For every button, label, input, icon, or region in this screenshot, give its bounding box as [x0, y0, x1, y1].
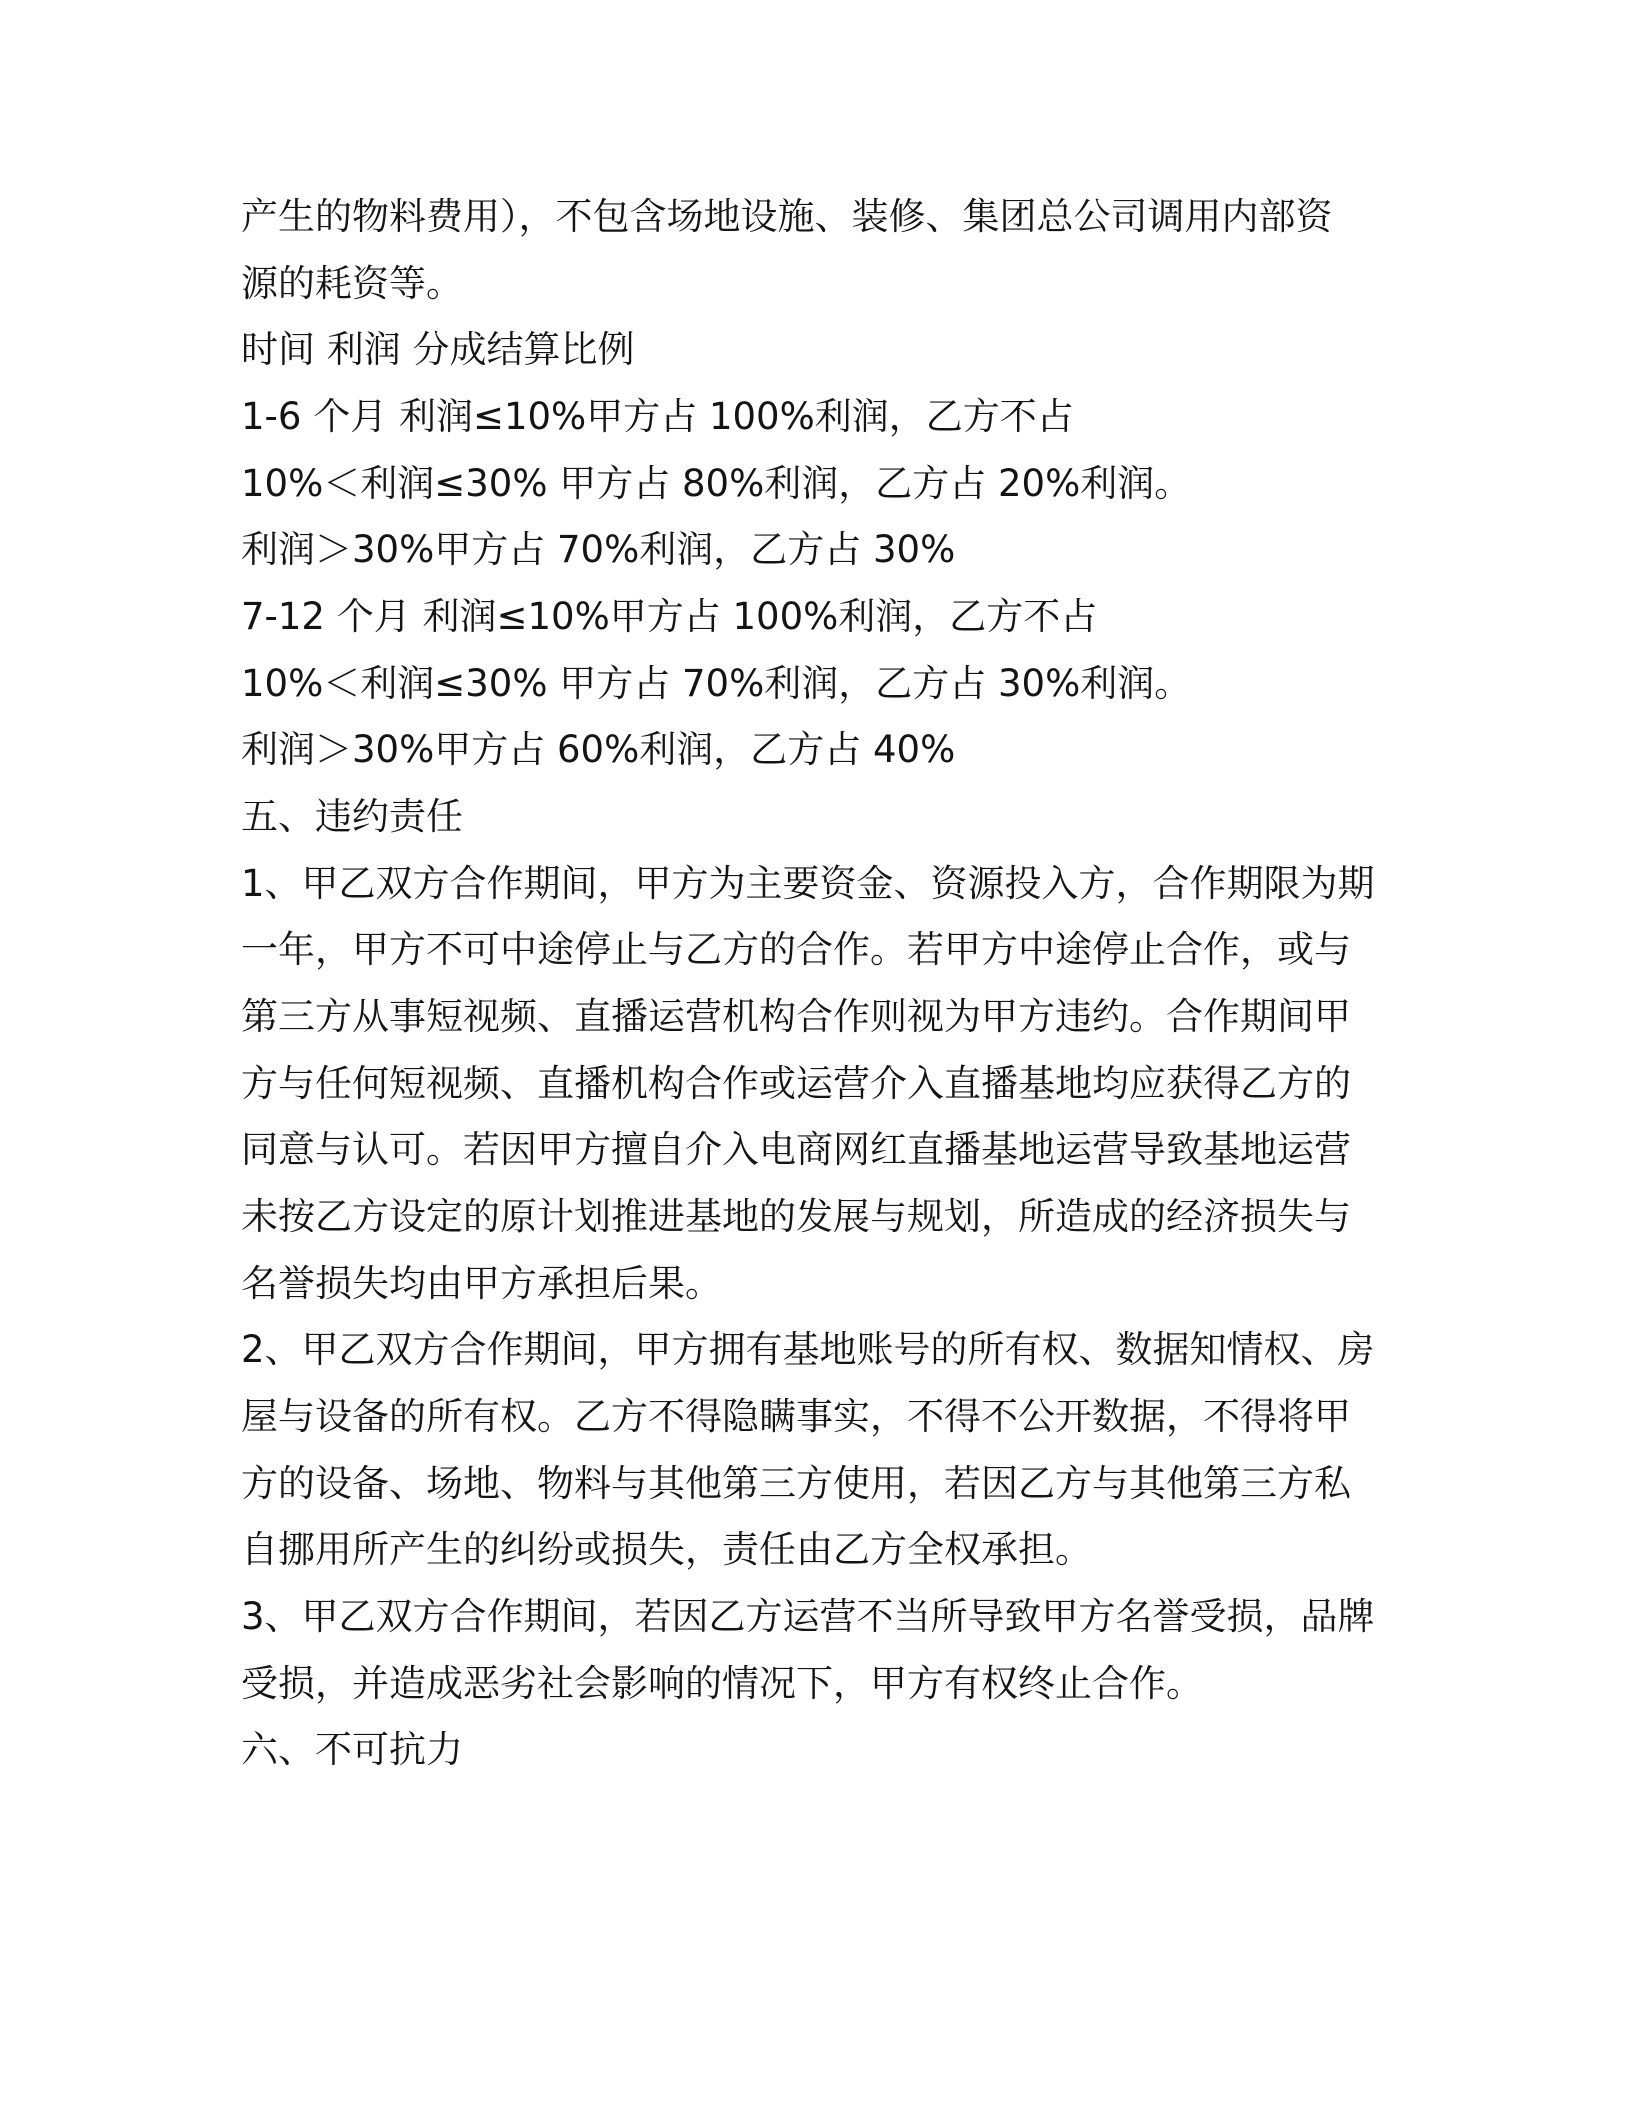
- text-line-12: 一年，甲方不可中途停止与乙方的合作。若甲方中途停止合作，或与: [241, 928, 1351, 971]
- text-line-18: 2、甲乙双方合作期间，甲方拥有基地账号的所有权、数据知情权、房: [241, 1328, 1375, 1371]
- text-line-11: 1、甲乙双方合作期间，甲方为主要资金、资源投入方，合作期限为期: [241, 862, 1375, 905]
- table-header-line: 时间 利润 分成结算比例: [241, 328, 635, 371]
- text-line-13: 第三方从事短视频、直播运营机构合作则视为甲方违约。合作期间甲: [241, 995, 1351, 1038]
- text-line-14: 方与任何短视频、直播机构合作或运营介入直播基地均应获得乙方的: [241, 1062, 1351, 1105]
- text-line-1: 产生的物料费用），不包含场地设施、装修、集团总公司调用内部资: [241, 195, 1333, 238]
- text-line-22: 3、甲乙双方合作期间，若因乙方运营不当所导致甲方名誉受损，品牌: [241, 1595, 1375, 1638]
- section-heading-breach: 五、违约责任: [241, 795, 463, 838]
- text-line-15: 同意与认可。若因甲方擅自介入电商网红直播基地运营导致基地运营: [241, 1128, 1351, 1171]
- profit-row-3: 利润＞30%甲方占 70%利润，乙方占 30%: [241, 528, 956, 571]
- section-heading-force-majeure: 六、不可抗力: [241, 1728, 463, 1771]
- text-line-20: 方的设备、场地、物料与其他第三方使用，若因乙方与其他第三方私: [241, 1462, 1351, 1505]
- profit-row-6: 利润＞30%甲方占 60%利润，乙方占 40%: [241, 728, 956, 771]
- profit-row-1: 1-6 个月 利润≤10%甲方占 100%利润，乙方不占: [241, 395, 1074, 438]
- text-line-17: 名誉损失均由甲方承担后果。: [241, 1262, 722, 1305]
- text-line-2: 源的耗资等。: [241, 262, 463, 305]
- profit-row-2: 10%＜利润≤30% 甲方占 80%利润，乙方占 20%利润。: [241, 462, 1192, 505]
- text-line-16: 未按乙方设定的原计划推进基地的发展与规划，所造成的经济损失与: [241, 1195, 1351, 1238]
- text-line-23: 受损，并造成恶劣社会影响的情况下，甲方有权终止合作。: [241, 1662, 1203, 1705]
- text-line-19: 屋与设备的所有权。乙方不得隐瞒事实，不得不公开数据，不得将甲: [241, 1395, 1351, 1438]
- profit-row-5: 10%＜利润≤30% 甲方占 70%利润，乙方占 30%利润。: [241, 662, 1192, 705]
- text-line-21: 自挪用所产生的纠纷或损失，责任由乙方全权承担。: [241, 1528, 1092, 1571]
- profit-row-4: 7-12 个月 利润≤10%甲方占 100%利润，乙方不占: [241, 595, 1098, 638]
